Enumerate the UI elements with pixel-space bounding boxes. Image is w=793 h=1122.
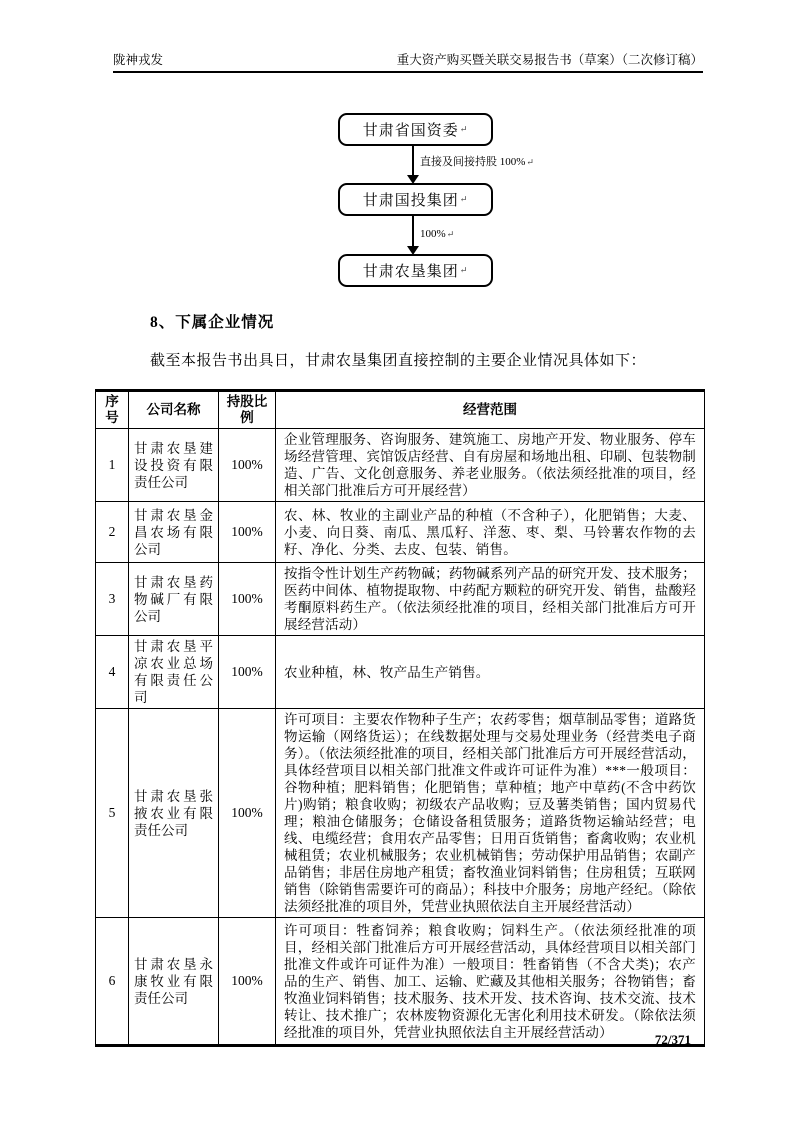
section-heading: 8、下属企业情况 [150,314,275,331]
org-node-gansu-sasac [338,113,493,146]
return-mark-icon: ↵ [446,229,455,239]
org-node-label: 甘肃国投集团 [362,193,459,209]
cell-ratio: 100% [219,636,276,709]
org-node-label: 甘肃农垦集团 [362,264,459,280]
col-header-ratio: 持股比例 [219,391,276,429]
edge-label-100pct [420,228,454,241]
cell-company-name: 甘肃农垦建设投资有限责任公司 [129,429,219,502]
return-mark-icon: ↵ [459,265,469,275]
cell-no: 3 [96,563,129,636]
page-header [113,52,703,73]
intro-paragraph: 截至本报告书出具日，甘肃农垦集团直接控制的主要企业情况具体如下： [150,353,647,369]
cell-no: 1 [96,429,129,502]
return-mark-icon: ↵ [459,124,469,134]
cell-company-name: 甘肃农垦永康牧业有限责任公司 [129,918,219,1046]
cell-scope: 许可项目：主要农作物种子生产；农药零售；烟草制品零售；道路货物运输（网络货运）；在线数据处理与交易处理业务（经营类电子商务）。（依法须经批准的项目，经相关部门批准后方可开展经营活动，具体经营项目以相关部门批准文件或许可证件为准）***一般项目：谷物种植；肥料销售；化肥销售；草种植；地产中草药(不含中药饮片)购销；粮食收购；初级农产品收购；豆及薯类销售；国内贸易代理；粮油仓储服务；仓储设备租赁服务；道路货物运输站经营；电线、电缆经营；食用农产品零售；日用百货销售；畜禽收购；农业机械租赁；农业机械服务；农业机械销售；劳动保护用品销售；农副产品销售；非居住房地产租赁；畜牧渔业饲料销售；住房租赁；互联网销售（除销售需要许可的商品）；科技中介服务；房地产经纪。（除依法须经批准的项目外，凭营业执照依法自主开展经营活动） [276,709,705,918]
cell-company-name: 甘肃农垦药物碱厂有限公司 [129,563,219,636]
subsidiaries-table [95,389,705,1047]
return-mark-icon: ↵ [459,194,469,204]
cell-ratio: 100% [219,502,276,563]
connector-line [412,146,414,176]
connector-line [412,216,414,247]
header-left-title: 陇神戎发 [113,53,164,67]
page-number: 72/371 [654,1032,691,1047]
cell-scope: 农、林、牧业的主副业产品的种植（不含种子），化肥销售；大麦、小麦、向日葵、南瓜、黑瓜籽、洋葱、枣、梨、马铃薯农作物的去籽、净化、分类、去皮、包装、销售。 [276,502,705,563]
edge-label-holding [420,156,534,169]
cell-company-name: 甘肃农垦张掖农业有限责任公司 [129,709,219,918]
table-row [96,502,705,563]
header-right-title: 重大资产购买暨关联交易报告书（草案）（二次修订稿） [396,53,703,67]
edge-label-text: 直接及间接持股 100% [420,156,526,168]
table-row [96,918,705,1046]
cell-company-name: 甘肃农垦平凉农业总场有限责任公司 [129,636,219,709]
edge-label-text: 100% [420,228,446,240]
col-header-no: 序号 [96,391,129,429]
table-row [96,429,705,502]
return-mark-icon: ↵ [526,157,534,167]
cell-no: 5 [96,709,129,918]
cell-ratio: 100% [219,709,276,918]
table-row [96,563,705,636]
table-row [96,636,705,709]
org-node-gansu-guotou [338,183,493,216]
cell-scope: 企业管理服务、咨询服务、建筑施工、房地产开发、物业服务、停车场经营管理、宾馆饭店经营、自有房屋和场地出租、印刷、包装物制造、广告、文化创意服务、养老业服务。（依法须经批准的项目，经相关部门批准后方可开展经营） [276,429,705,502]
cell-scope: 农业种植，林、牧产品生产销售。 [276,636,705,709]
cell-scope: 按指令性计划生产药物碱；药物碱系列产品的研究开发、技术服务；医药中间体、植物提取物、中药配方颗粒的研究开发、销售，盐酸羟考酮原料药生产。（依法须经批准的项目，经相关部门批准后方可开展经营活动） [276,563,705,636]
cell-ratio: 100% [219,563,276,636]
table-header-row [96,391,705,429]
org-node-label: 甘肃省国资委 [362,123,459,139]
cell-company-name: 甘肃农垦金昌农场有限公司 [129,502,219,563]
cell-ratio: 100% [219,429,276,502]
cell-ratio: 100% [219,918,276,1046]
cell-no: 4 [96,636,129,709]
table-row [96,709,705,918]
cell-no: 2 [96,502,129,563]
cell-no: 6 [96,918,129,1046]
col-header-company: 公司名称 [129,391,219,429]
org-node-gansu-nongken [338,254,493,287]
col-header-scope: 经营范围 [276,391,705,429]
cell-scope: 许可项目：牲畜饲养；粮食收购；饲料生产。（依法须经批准的项目，经相关部门批准后方可开展经营活动，具体经营项目以相关部门批准文件或许可证件为准）一般项目：牲畜销售（不含犬类)；农产品的生产、销售、加工、运输、贮藏及其他相关服务；谷物销售；畜牧渔业饲料销售；技术服务、技术开发、技术咨询、技术交流、技术转让、技术推广；农林废物资源化无害化利用技术研发。（除依法须经批准的项目外，凭营业执照依法自主开展经营活动） [276,918,705,1046]
